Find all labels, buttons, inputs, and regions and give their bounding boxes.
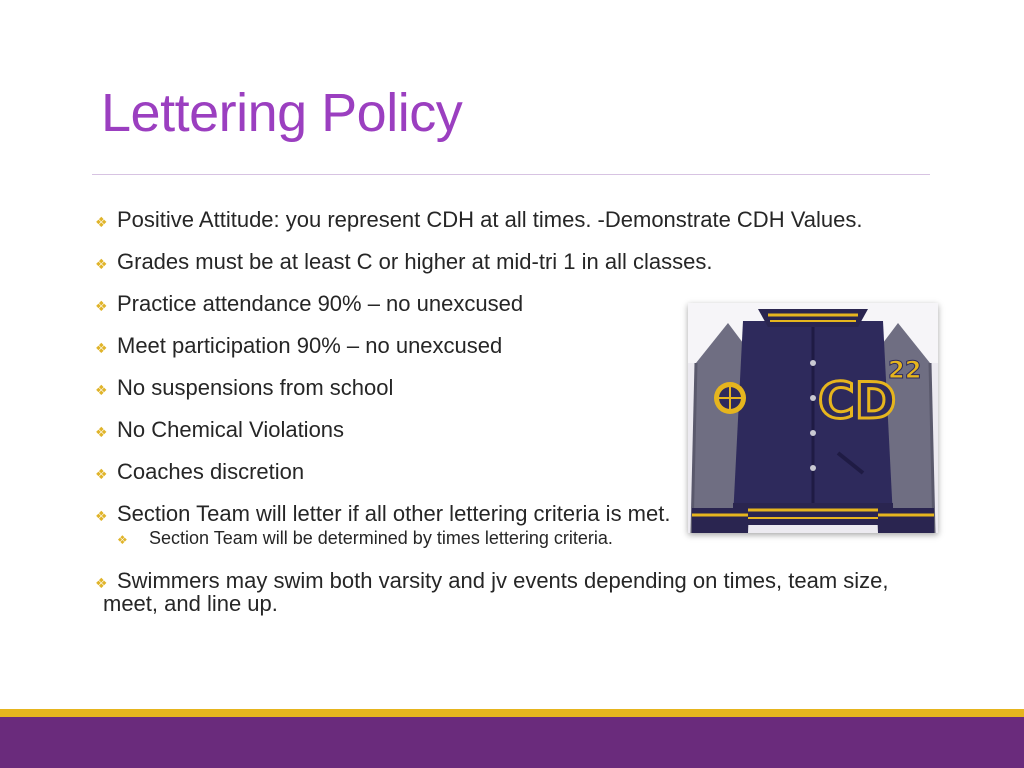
diamond-cluster-icon: ❖ — [95, 256, 108, 272]
diamond-cluster-icon: ❖ — [95, 508, 108, 524]
footer-purple-band — [0, 717, 1024, 768]
list-item: ❖ Coaches discretion — [95, 459, 305, 484]
diamond-cluster-icon: ❖ — [95, 466, 108, 482]
jacket-letters: CD — [818, 372, 897, 430]
list-item: ❖ Section Team will letter if all other lettering criteria is met. — [95, 501, 671, 526]
list-item: ❖ Practice attendance 90% – no unexcused — [95, 291, 524, 316]
list-item: ❖ Grades must be at least C or higher at mid-tri 1 in all classes. — [95, 249, 713, 274]
list-item: ❖ No Chemical Violations — [95, 417, 345, 442]
list-item: ❖ Positive Attitude: you represent CDH at all times. -Demonstrate CDH Values. — [95, 207, 863, 232]
letter-jacket-illustration — [688, 303, 938, 533]
list-item: ❖ Meet participation 90% – no unexcused — [95, 333, 503, 358]
sub-list-item: ❖ Section Team will be determined by times lettering criteria. — [117, 528, 613, 548]
diamond-cluster-icon: ❖ — [117, 533, 128, 547]
diamond-cluster-icon: ❖ — [95, 214, 108, 230]
slide-title: Lettering Policy — [101, 83, 463, 143]
diamond-cluster-icon: ❖ — [95, 382, 108, 398]
list-item: ❖ Swimmers may swim both varsity and jv events depending on times, team size, meet, and line up. — [95, 568, 889, 616]
title-divider — [92, 174, 930, 175]
footer-gold-stripe — [0, 709, 1024, 717]
jacket-number: 22 — [888, 356, 922, 384]
letter-jacket-photo — [688, 303, 938, 533]
diamond-cluster-icon: ❖ — [95, 575, 108, 591]
diamond-cluster-icon: ❖ — [95, 340, 108, 356]
diamond-cluster-icon: ❖ — [95, 298, 108, 314]
diamond-cluster-icon: ❖ — [95, 424, 108, 440]
list-item: ❖ No suspensions from school — [95, 375, 394, 400]
